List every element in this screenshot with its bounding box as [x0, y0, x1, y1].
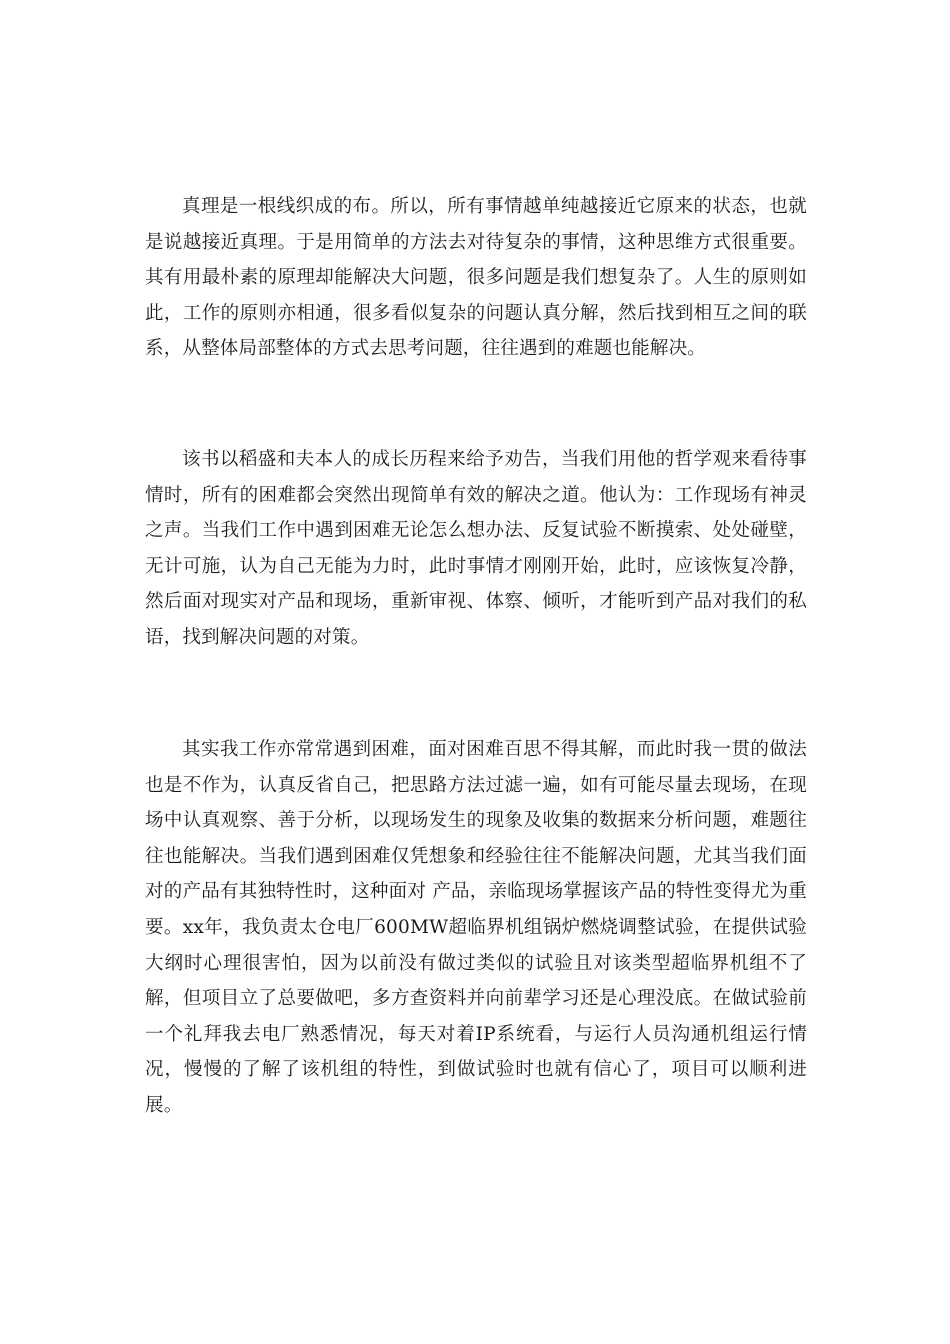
paragraph-3: 其实我工作亦常常遇到困难，面对困难百思不得其解，而此时我一贯的做法也是不作为，认真反省自己，把思路方法过滤一遍，如有可能尽量去现场，在现场中认真观察、善于分析，以现场发生的现象及收集的数据来分析问题，难题往往也能解决。当我们遇到困难仅凭想象和经验往往不能解决问题，尤其当我们面对的产品有其独特性时，这种面对 产品，亲临现场掌握该产品的特性变得尤为重要。xx年，我负责太仓电厂600MW超临界机组锅炉燃烧调整试验，在提供试验大纲时心理很害怕，因为以前没有做过类似的试验且对该类型超临界机组不了解，但项目立了总要做吧，多方查资料并向前辈学习还是心理没底。在做试验前一个礼拜我去电厂熟悉情况，每天对着IP系统看，与运行人员沟通机组运行情况，慢慢的了解了该机组的特性，到做试验时也就有信心了，项目可以顺利进展。: [145, 739, 807, 1116]
paragraph-2: 该书以稻盛和夫本人的成长历程来给予劝告，当我们用他的哲学观来看待事情时，所有的困难都会突然出现简单有效的解决之道。他认为：工作现场有神灵之声。当我们工作中遇到困难无论怎么想办法、反复试验不断摸索、处处碰壁，无计可施，认为自己无能为力时，此时事情才刚刚开始，此时，应该恢复冷静，然后面对现实对产品和现场，重新审视、体察、倾听，才能听到产品对我们的私语，找到解决问题的对策。: [145, 449, 807, 648]
paragraph-1: 真理是一根线织成的布。所以，所有事情越单纯越接近它原来的状态，也就是说越接近真理。于是用简单的方法去对待复杂的事情，这种思维方式很重要。其有用最朴素的原理却能解决大问题，很多问题是我们想复杂了。人生的原则如此，工作的原则亦相通，很多看似复杂的问题认真分解，然后找到相互之间的联系，从整体局部整体的方式去思考问题，往往遇到的难题也能解决。: [145, 196, 807, 360]
